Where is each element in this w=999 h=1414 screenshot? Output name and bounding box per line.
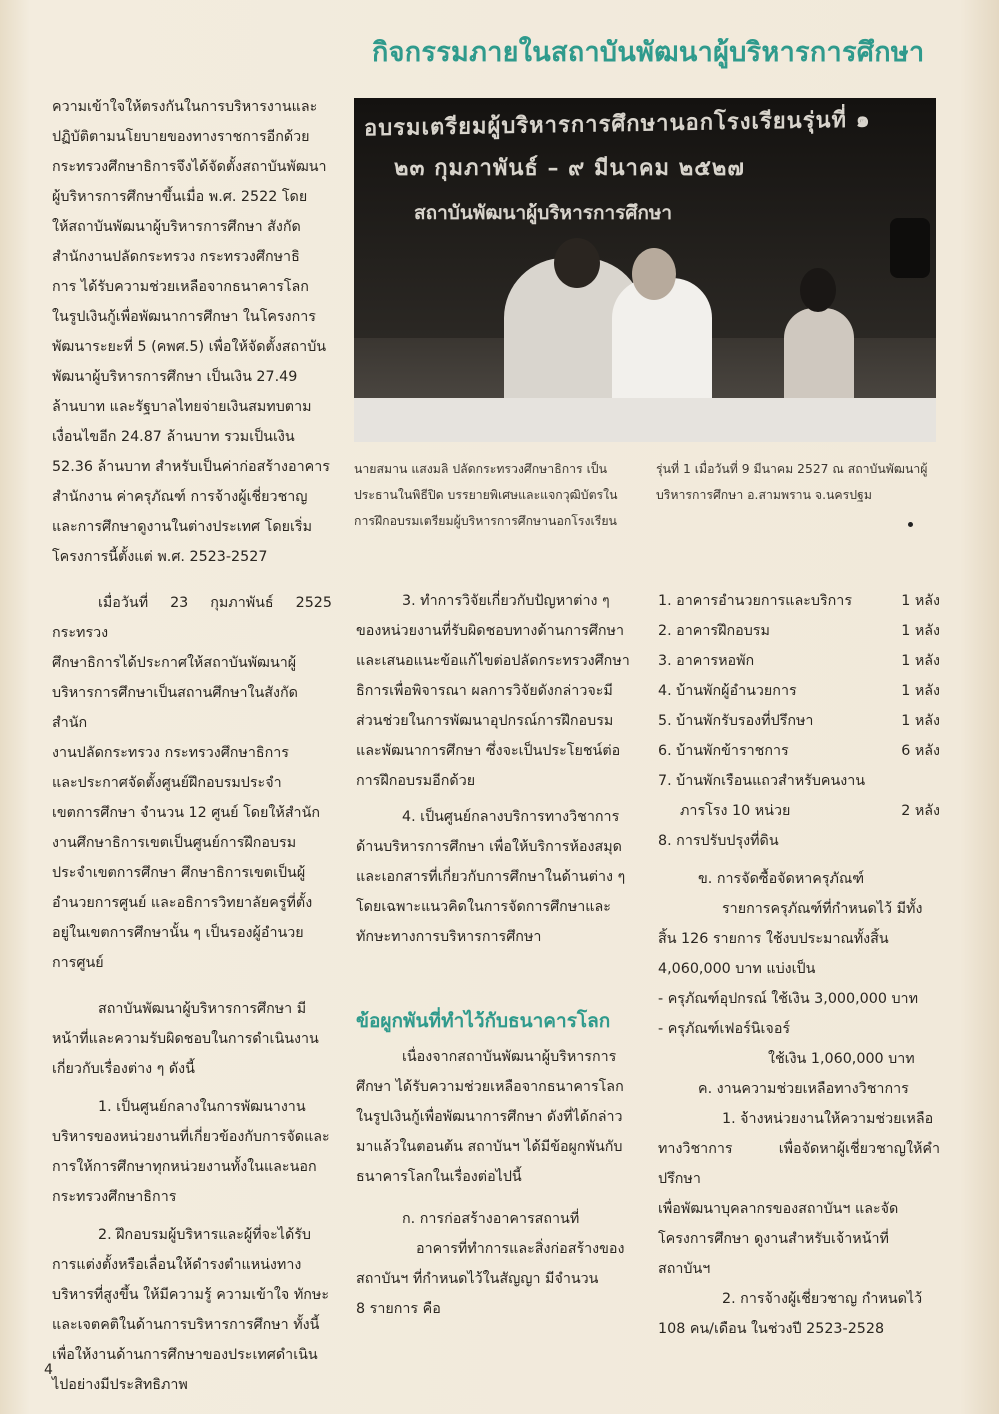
para-6: [356, 586, 634, 796]
text-line: กระทรวงศึกษาธิการ: [52, 1189, 177, 1205]
page-number: 4: [44, 1362, 53, 1378]
column-middle: [356, 586, 634, 952]
text-line: สำนักงาน ค่าครุภัณฑ์ การจ้างผู้เชี่ยวชาญ: [52, 489, 308, 505]
text-line: 52.36 ล้านบาท สำหรับเป็นค่าก่อสร้างอาคาร: [52, 459, 330, 475]
item-count: 2 หลัง: [901, 803, 940, 819]
photo-caption-left: [354, 456, 636, 534]
ink-spot: [908, 522, 913, 527]
text-line: 4. เป็นศูนย์กลางบริการทางวิชาการ: [402, 809, 620, 825]
banner-text: อบรมเตรียมผู้บริหารการศึกษานอกโรงเรียนรุ่นที่ ๑: [364, 106, 871, 142]
column-middle-lower: [356, 1042, 634, 1324]
text-line: 1. จ้างหน่วยงานให้ความช่วยเหลือ: [722, 1111, 934, 1127]
text-line: 1. เป็นศูนย์กลางในการพัฒนางาน: [98, 1099, 306, 1115]
text-line: สิ้น 126 รายการ ใช้งบประมาณทั้งสิ้น: [658, 931, 889, 947]
text-line: ส่วนช่วยในการพัฒนาอุปกรณ์การฝึกอบรม: [356, 713, 614, 729]
text-line: โครงการศึกษา ดูงานสำหรับเจ้าหน้าที่: [658, 1231, 889, 1247]
text-line: เพื่อพัฒนาบุคลากรของสถาบันฯ และจัด: [658, 1201, 899, 1217]
text-line: เพื่อให้งานด้านการศึกษาของประเทศดำเนิน: [52, 1347, 318, 1363]
list-item: [658, 736, 940, 766]
item-name: 7. บ้านพักเรือนแถวสำหรับคนงาน: [658, 773, 866, 789]
column-right-lower: [658, 864, 940, 1344]
text-line: ปฏิบัติตามนโยบายของทางราชการอีกด้วย: [52, 129, 310, 145]
text-line: งานศึกษาธิการเขตเป็นศูนย์การฝึกอบรม: [52, 835, 297, 851]
text-line: ทักษะทางการบริหารการศึกษา: [356, 929, 542, 945]
caption-line: บริหารการศึกษา อ.สามพราน จ.นครปฐม: [656, 488, 872, 502]
text-line: ทางวิชาการ เพื่อจัดหาผู้เชี่ยวชาญให้คำปรึกษา: [658, 1141, 940, 1187]
sub-item-heading: ค. งานความช่วยเหลือทางวิชาการ: [698, 1081, 909, 1097]
text-line: และพัฒนาการศึกษา ซึ่งจะเป็นประโยชน์ต่อ: [356, 743, 621, 759]
item-name: 3. อาคารหอพัก: [658, 653, 755, 669]
item-count: 1 หลัง: [901, 623, 940, 639]
banner-text: ๒๓ กุมภาพันธ์ – ๙ มีนาคม ๒๕๒๗: [394, 155, 745, 181]
text-line: - ครุภัณฑ์เฟอร์นิเจอร์: [658, 1021, 791, 1037]
list-item: [658, 766, 940, 796]
text-line: การให้การศึกษาทุกหน่วยงานทั้งในและนอก: [52, 1159, 317, 1175]
item-name: 5. บ้านพักรับรองที่ปรึกษา: [658, 713, 814, 729]
text-line: การฝึกอบรมอีกด้วย: [356, 773, 476, 789]
text-line: ในรูปเงินกู้เพื่อพัฒนาการศึกษา ในโครงการ: [52, 309, 316, 325]
text-line: ของหน่วยงานที่รับผิดชอบทางด้านการศึกษา: [356, 623, 624, 639]
para-7: [356, 802, 634, 952]
text-line: หน้าที่และความรับผิดชอบในการดำเนินงาน: [52, 1031, 319, 1047]
caption-line: นายสมาน แสงมลิ ปลัดกระทรวงศึกษาธิการ เป็น: [354, 462, 607, 476]
text-line: เกี่ยวกับเรื่องต่าง ๆ ดังนี้: [52, 1061, 195, 1077]
text-line: โดยเฉพาะแนวคิดในการจัดการศึกษาและ: [356, 899, 611, 915]
list-item: [658, 646, 940, 676]
text-line: และการศึกษาดูงานในต่างประเทศ โดยเริ่ม: [52, 519, 313, 535]
list-item: [658, 706, 940, 736]
text-line: 2. ฝึกอบรมผู้บริหารและผู้ที่จะได้รับ: [98, 1227, 311, 1243]
text-line: การแต่งตั้งหรือเลื่อนให้ดำรงตำแหน่งทาง: [52, 1257, 302, 1273]
caption-line: การฝึกอบรมเตรียมผู้บริหารการศึกษานอกโรงเรียน: [354, 514, 617, 528]
banner-text: สถาบันพัฒนาผู้บริหารการศึกษา: [414, 202, 673, 224]
text-line: 8 รายการ คือ: [356, 1301, 441, 1317]
text-line: และประกาศจัดตั้งศูนย์ฝึกอบรมประจำ: [52, 775, 282, 791]
text-line: เมื่อวันที่ 23 กุมภาพันธ์ 2525 กระทรวง: [52, 595, 332, 641]
text-line: สถาบันฯ ที่กำหนดไว้ในสัญญา มีจำนวน: [356, 1271, 599, 1287]
text-line: เนื่องจากสถาบันพัฒนาผู้บริหารการ: [402, 1049, 617, 1065]
text-line: ธิการเพื่อพิจารณา ผลการวิจัยดังกล่าวจะมี: [356, 683, 613, 699]
item-count: 1 หลัง: [901, 683, 940, 699]
building-list: [658, 586, 940, 856]
text-line: กระทรวงศึกษาธิการจึงได้จัดตั้งสถาบันพัฒนา: [52, 159, 327, 175]
item-count: 1 หลัง: [901, 713, 940, 729]
text-line: ให้สถาบันพัฒนาผู้บริหารการศึกษา สังกัด: [52, 219, 301, 235]
text-line: 3. ทำการวิจัยเกี่ยวกับปัญหาต่าง ๆ: [402, 593, 610, 609]
list-item: [658, 676, 940, 706]
caption-line: รุ่นที่ 1 เมื่อวันที่ 9 มีนาคม 2527 ณ สถาบันพัฒนาผู้: [656, 462, 928, 476]
photo-caption-right: [656, 456, 942, 508]
text-line: 108 คน/เดือน ในช่วงปี 2523-2528: [658, 1321, 885, 1337]
text-line: พัฒนาผู้บริหารการศึกษา เป็นเงิน 27.49: [52, 369, 298, 385]
ceremony-photo: [354, 98, 936, 442]
text-line: 2. การจ้างผู้เชี่ยวชาญ กำหนดไว้: [722, 1291, 923, 1307]
text-line: ประจำเขตการศึกษา ศึกษาธิการเขตเป็นผู้: [52, 865, 306, 881]
text-line: เงื่อนไขอีก 24.87 ล้านบาท รวมเป็นเงิน: [52, 429, 295, 445]
item-name: 4. บ้านพักผู้อำนวยการ: [658, 683, 797, 699]
item-count: 1 หลัง: [901, 593, 940, 609]
item-name: 2. อาคารฝึกอบรม: [658, 623, 770, 639]
text-line: ใช้เงิน 1,060,000 บาท: [768, 1051, 915, 1067]
item-name: 8. การปรับปรุงที่ดิน: [658, 833, 779, 849]
column-left: [52, 92, 332, 1400]
text-line: สถาบันพัฒนาผู้บริหารการศึกษา มี: [98, 1001, 307, 1017]
text-line: 4,060,000 บาท แบ่งเป็น: [658, 961, 816, 977]
text-line: อาคารที่ทำการและสิ่งก่อสร้างของ: [416, 1241, 625, 1257]
text-line: โครงการนี้ตั้งแต่ พ.ศ. 2523-2527: [52, 549, 268, 565]
text-line: ศึกษาธิการได้ประกาศให้สถาบันพัฒนาผู้: [52, 655, 297, 671]
text-line: ความเข้าใจให้ตรงกันในการบริหารงานและ: [52, 99, 318, 115]
item-count: 1 หลัง: [901, 653, 940, 669]
text-line: ไปอย่างมีประสิทธิภาพ: [52, 1377, 188, 1393]
list-item-continued: [658, 796, 940, 826]
para-1: [52, 92, 332, 572]
page-title: กิจกรรมภายในสถาบันพัฒนาผู้บริหารการศึกษา: [372, 37, 925, 68]
text-line: บริหารที่สูงขึ้น ให้มีความรู้ ความเข้าใจ ทักษะ: [52, 1287, 330, 1303]
text-line: ในรูปเงินกู้เพื่อพัฒนาการศึกษา ดังที่ได้กล่าว: [356, 1109, 623, 1125]
text-line: สำนักงานปลัดกระทรวง กระทรวงศึกษาธิ: [52, 249, 300, 265]
text-line: บริหารการศึกษาเป็นสถานศึกษาในสังกัดสำนัก: [52, 685, 298, 731]
sub-item-heading: ข. การจัดซื้อจัดหาครุภัณฑ์: [698, 871, 865, 887]
text-line: การ ได้รับความช่วยเหลือจากธนาคารโลก: [52, 279, 309, 295]
text-line: ด้านบริหารการศึกษา เพื่อให้บริการห้องสมุด: [356, 839, 622, 855]
camera-icon: [890, 218, 930, 278]
text-line: และเอกสารที่เกี่ยวกับการศึกษาในด้านต่าง ๆ: [356, 869, 626, 885]
item-count: 6 หลัง: [901, 743, 940, 759]
text-line: อยู่ในเขตการศึกษานั้น ๆ เป็นรองผู้อำนวย: [52, 925, 304, 941]
text-line: ธนาคารโลกในเรื่องต่อไปนี้: [356, 1169, 522, 1185]
para-9: [356, 1234, 634, 1324]
para-3: [52, 994, 332, 1084]
text-line: งานปลัดกระทรวง กระทรวงศึกษาธิการ: [52, 745, 289, 761]
para-2: [52, 588, 332, 978]
section-heading: ข้อผูกพันที่ทำไว้กับธนาคารโลก: [356, 1010, 611, 1032]
item-name: 1. อาคารอำนวยการและบริการ: [658, 593, 852, 609]
text-line: การศูนย์: [52, 955, 104, 971]
text-line: ผู้บริหารการศึกษาขึ้นเมื่อ พ.ศ. 2522 โดย: [52, 189, 308, 205]
item-name: 6. บ้านพักข้าราชการ: [658, 743, 789, 759]
text-line: - ครุภัณฑ์อุปกรณ์ ใช้เงิน 3,000,000 บาท: [658, 991, 919, 1007]
text-line: รายการครุภัณฑ์ที่กำหนดไว้ มีทั้ง: [722, 901, 923, 917]
text-line: มาแล้วในตอนต้น สถาบันฯ ได้มีข้อผูกพันกับ: [356, 1139, 623, 1155]
text-line: สถาบันฯ: [658, 1261, 711, 1277]
text-line: บริหารของหน่วยงานที่เกี่ยวข้องกับการจัดและ: [52, 1129, 330, 1145]
caption-line: ประธานในพิธีปิด บรรยายพิเศษและแจกวุฒิบัตรใน: [354, 488, 618, 502]
text-line: และเสนอแนะข้อแก้ไขต่อปลัดกระทรวงศึกษา: [356, 653, 630, 669]
text-line: อำนวยการศูนย์ และอธิการวิทยาลัยครูที่ตั้ง: [52, 895, 313, 911]
para-4: [52, 1092, 332, 1212]
list-item: [658, 586, 940, 616]
text-line: และเจตคติในด้านการบริหารการศึกษา ทั้งนี้: [52, 1317, 320, 1333]
text-line: เขตการศึกษา จำนวน 12 ศูนย์ โดยให้สำนัก: [52, 805, 320, 821]
para-5: [52, 1220, 332, 1400]
text-line: พัฒนาระยะที่ 5 (คพศ.5) เพื่อให้จัดตั้งสถาบัน: [52, 339, 327, 355]
para-8: [356, 1042, 634, 1192]
sub-item-heading: ก. การก่อสร้างอาคารสถานที่: [402, 1211, 580, 1227]
text-line: ศึกษา ได้รับความช่วยเหลือจากธนาคารโลก: [356, 1079, 624, 1095]
text-line: ล้านบาท และรัฐบาลไทยจ่ายเงินสมทบตาม: [52, 399, 312, 415]
item-name: ภารโรง 10 หน่วย: [680, 803, 791, 819]
list-item: [658, 616, 940, 646]
list-item: [658, 826, 940, 856]
